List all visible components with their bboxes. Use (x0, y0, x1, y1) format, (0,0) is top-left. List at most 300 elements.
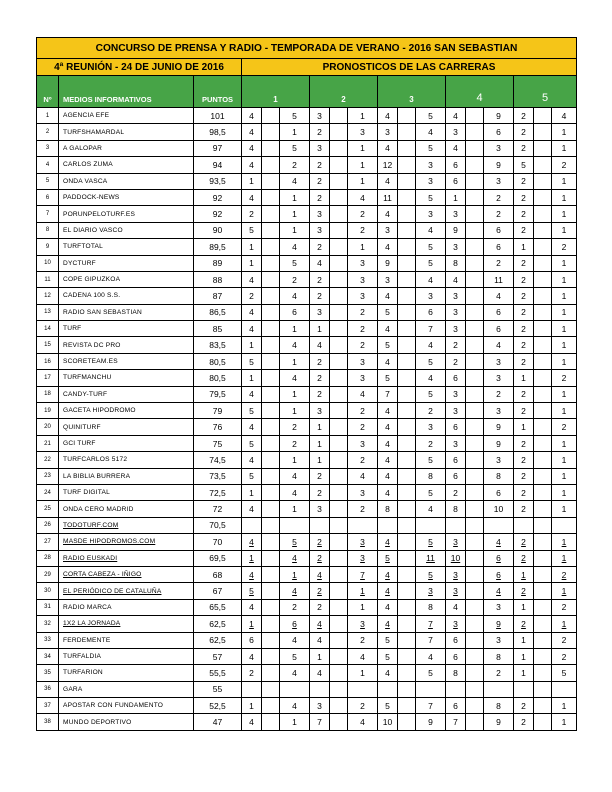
pick-value: 2 (310, 124, 330, 140)
pick-value: 1 (552, 173, 577, 189)
pick-value: 4 (378, 566, 398, 582)
pick-value: 4 (378, 288, 398, 304)
pick-value: 9 (484, 108, 514, 124)
pick-value: 2 (280, 435, 310, 451)
row-number: 22 (37, 452, 59, 468)
pick-value: 6 (446, 698, 466, 714)
pick-value: 3 (348, 255, 378, 271)
pick-value: 3 (378, 222, 398, 238)
points-value: 47 (194, 714, 242, 730)
pick-spacer (398, 108, 416, 124)
pick-spacer (466, 468, 484, 484)
pick-spacer (330, 222, 348, 238)
media-name: CARLOS ZUMA (59, 157, 194, 173)
media-name: TURFARION (59, 665, 194, 681)
row-number: 12 (37, 288, 59, 304)
row-number: 9 (37, 239, 59, 255)
pick-spacer (330, 534, 348, 550)
pick-spacer (262, 648, 280, 664)
table-row (37, 173, 577, 189)
pick-value: 4 (280, 370, 310, 386)
table-row (37, 566, 577, 582)
pick-value: 2 (310, 157, 330, 173)
pick-value: 4 (378, 206, 398, 222)
pick-spacer (398, 337, 416, 353)
row-number: 11 (37, 271, 59, 287)
pick-spacer (534, 534, 552, 550)
pick-value: 2 (310, 288, 330, 304)
table-row (37, 632, 577, 648)
pick-spacer (534, 616, 552, 632)
pick-value (310, 517, 330, 533)
pick-value: 2 (552, 419, 577, 435)
pick-value: 2 (514, 583, 534, 599)
pick-spacer (262, 173, 280, 189)
pick-value: 8 (446, 501, 466, 517)
pick-value: 2 (310, 370, 330, 386)
pick-spacer (262, 189, 280, 205)
pick-spacer (534, 239, 552, 255)
pick-value: 2 (348, 452, 378, 468)
pick-value: 4 (378, 534, 398, 550)
pick-value: 7 (378, 386, 398, 402)
pick-spacer (330, 648, 348, 664)
points-value: 92 (194, 189, 242, 205)
pick-spacer (466, 386, 484, 402)
media-name: GARA (59, 681, 194, 697)
table-row (37, 648, 577, 664)
pick-value: 4 (484, 337, 514, 353)
pick-spacer (262, 698, 280, 714)
pick-value: 5 (280, 648, 310, 664)
pick-value: 4 (416, 337, 446, 353)
pick-value: 3 (446, 239, 466, 255)
pick-spacer (262, 501, 280, 517)
pick-value: 5 (416, 140, 446, 156)
pick-value: 2 (348, 304, 378, 320)
points-value: 72,5 (194, 484, 242, 500)
pick-spacer (398, 124, 416, 140)
pick-value: 5 (242, 353, 262, 369)
pick-spacer (534, 452, 552, 468)
pick-value: 3 (484, 632, 514, 648)
media-name: TURFMANCHU (59, 370, 194, 386)
pick-value: 4 (446, 140, 466, 156)
pick-spacer (398, 304, 416, 320)
pick-value: 4 (348, 386, 378, 402)
pick-value: 2 (348, 403, 378, 419)
pick-spacer (398, 353, 416, 369)
pick-value: 2 (552, 566, 577, 582)
pick-value (484, 681, 514, 697)
pick-spacer (262, 140, 280, 156)
pick-spacer (398, 288, 416, 304)
pick-value: 5 (416, 452, 446, 468)
pick-value: 4 (310, 337, 330, 353)
pick-value (484, 517, 514, 533)
pick-spacer (262, 616, 280, 632)
pick-value: 3 (310, 304, 330, 320)
pick-value: 4 (378, 616, 398, 632)
pick-value: 4 (446, 599, 466, 615)
pick-spacer (330, 665, 348, 681)
pick-value: 4 (484, 288, 514, 304)
pick-spacer (534, 550, 552, 566)
pick-value: 5 (378, 370, 398, 386)
pick-value: 4 (378, 403, 398, 419)
pick-value: 6 (484, 239, 514, 255)
pick-value: 1 (552, 550, 577, 566)
points-value: 79 (194, 403, 242, 419)
pick-value: 7 (348, 566, 378, 582)
pick-value: 5 (416, 108, 446, 124)
pick-value: 3 (446, 403, 466, 419)
media-name: CANDY-TURF (59, 386, 194, 402)
pick-value: 4 (280, 288, 310, 304)
points-value: 88 (194, 271, 242, 287)
row-number: 27 (37, 534, 59, 550)
pick-value: 2 (514, 255, 534, 271)
media-name: RADIO SAN SEBASTIAN (59, 304, 194, 320)
pick-value: 6 (446, 452, 466, 468)
pick-value: 3 (416, 583, 446, 599)
row-number: 16 (37, 353, 59, 369)
pick-value: 9 (446, 222, 466, 238)
pick-value: 4 (416, 501, 446, 517)
pick-value: 3 (446, 304, 466, 320)
row-number: 20 (37, 419, 59, 435)
pick-value: 4 (280, 583, 310, 599)
media-name: TURFCARLOS 5172 (59, 452, 194, 468)
pick-spacer (262, 370, 280, 386)
table-row (37, 271, 577, 287)
pick-value: 4 (242, 157, 262, 173)
pick-spacer (262, 108, 280, 124)
pick-value: 2 (552, 599, 577, 615)
pick-value: 1 (348, 599, 378, 615)
pick-value: 9 (378, 255, 398, 271)
pick-value: 5 (242, 435, 262, 451)
pick-spacer (330, 632, 348, 648)
pick-value: 3 (446, 206, 466, 222)
pick-value: 5 (416, 353, 446, 369)
pick-spacer (398, 665, 416, 681)
points-value: 62,5 (194, 632, 242, 648)
pick-value (242, 517, 262, 533)
pick-spacer (398, 157, 416, 173)
pick-spacer (466, 517, 484, 533)
pick-value: 1 (552, 534, 577, 550)
pick-value: 2 (514, 452, 534, 468)
pick-spacer (262, 288, 280, 304)
points-value: 70 (194, 534, 242, 550)
pick-value: 9 (484, 419, 514, 435)
pick-value: 10 (446, 550, 466, 566)
table-row (37, 288, 577, 304)
race-4-header: 4 (446, 76, 514, 108)
points-value: 69,5 (194, 550, 242, 566)
pick-value: 4 (242, 452, 262, 468)
pick-value: 3 (310, 222, 330, 238)
pick-value: 3 (348, 271, 378, 287)
table-row (37, 517, 577, 533)
pick-spacer (466, 337, 484, 353)
pick-value: 2 (310, 484, 330, 500)
pick-value: 4 (242, 140, 262, 156)
pick-value: 7 (416, 616, 446, 632)
pick-spacer (330, 337, 348, 353)
pick-value: 3 (348, 124, 378, 140)
pick-value (242, 681, 262, 697)
pick-spacer (534, 698, 552, 714)
pick-value: 7 (416, 321, 446, 337)
pick-value: 2 (514, 337, 534, 353)
pick-value: 4 (280, 337, 310, 353)
pick-spacer (330, 616, 348, 632)
pick-value: 2 (514, 534, 534, 550)
pick-value: 2 (446, 353, 466, 369)
pick-value: 3 (310, 501, 330, 517)
pick-value: 1 (552, 468, 577, 484)
pick-spacer (330, 239, 348, 255)
points-value: 67 (194, 583, 242, 599)
race-1-header: 1 (242, 76, 310, 108)
pick-value: 4 (348, 648, 378, 664)
pick-value: 3 (484, 140, 514, 156)
row-number: 3 (37, 140, 59, 156)
pick-spacer (330, 255, 348, 271)
pick-spacer (398, 501, 416, 517)
pick-value: 1 (348, 583, 378, 599)
pick-value: 2 (484, 189, 514, 205)
row-number: 21 (37, 435, 59, 451)
pick-value (416, 517, 446, 533)
pick-value: 1 (280, 386, 310, 402)
row-number: 18 (37, 386, 59, 402)
pick-value: 5 (242, 583, 262, 599)
pick-spacer (262, 566, 280, 582)
pick-value: 1 (552, 255, 577, 271)
pick-spacer (330, 435, 348, 451)
pick-spacer (534, 108, 552, 124)
row-number: 33 (37, 632, 59, 648)
pick-value: 2 (310, 386, 330, 402)
pick-value (416, 681, 446, 697)
row-number: 29 (37, 566, 59, 582)
pick-spacer (466, 665, 484, 681)
pick-spacer (398, 517, 416, 533)
pick-value: 3 (378, 271, 398, 287)
pick-value: 8 (484, 698, 514, 714)
pick-spacer (330, 386, 348, 402)
pick-value: 2 (348, 632, 378, 648)
pick-value: 7 (446, 714, 466, 730)
pick-value: 2 (242, 206, 262, 222)
pick-value: 4 (242, 304, 262, 320)
pick-spacer (466, 157, 484, 173)
row-number: 7 (37, 206, 59, 222)
pick-value: 2 (514, 222, 534, 238)
pick-value: 7 (416, 632, 446, 648)
pick-value: 6 (484, 321, 514, 337)
pick-value: 4 (310, 665, 330, 681)
table-row (37, 452, 577, 468)
table-row (37, 206, 577, 222)
pick-spacer (398, 550, 416, 566)
media-name: FERDEMENTE (59, 632, 194, 648)
points-value: 89 (194, 255, 242, 271)
pick-spacer (466, 255, 484, 271)
table-row (37, 403, 577, 419)
media-name: AGENCIA EFE (59, 108, 194, 124)
pick-value: 11 (416, 550, 446, 566)
pick-spacer (534, 583, 552, 599)
pick-value: 4 (280, 173, 310, 189)
row-number: 19 (37, 403, 59, 419)
pick-value: 1 (514, 599, 534, 615)
pick-value: 2 (348, 337, 378, 353)
pick-spacer (398, 386, 416, 402)
pick-value: 6 (484, 484, 514, 500)
media-name: CORTA CABEZA - IÑIGO (59, 566, 194, 582)
pick-value: 4 (416, 124, 446, 140)
pick-value: 1 (280, 206, 310, 222)
pick-value: 2 (348, 222, 378, 238)
pick-value: 3 (446, 435, 466, 451)
pick-value (552, 517, 577, 533)
table-row (37, 140, 577, 156)
row-number: 37 (37, 698, 59, 714)
pick-value: 4 (242, 108, 262, 124)
pick-value: 3 (378, 124, 398, 140)
pick-spacer (466, 484, 484, 500)
pick-spacer (534, 566, 552, 582)
pick-spacer (330, 189, 348, 205)
pick-spacer (466, 599, 484, 615)
points-value: 86,5 (194, 304, 242, 320)
pick-value: 1 (552, 698, 577, 714)
pick-value: 6 (446, 157, 466, 173)
pick-spacer (262, 517, 280, 533)
pick-value: 2 (280, 599, 310, 615)
pick-spacer (398, 681, 416, 697)
pick-value (378, 517, 398, 533)
pick-value: 2 (514, 353, 534, 369)
pick-value: 4 (484, 534, 514, 550)
pick-spacer (262, 239, 280, 255)
pick-value: 1 (242, 550, 262, 566)
row-number: 8 (37, 222, 59, 238)
row-number: 2 (37, 124, 59, 140)
pick-value: 6 (484, 550, 514, 566)
pick-value: 5 (416, 255, 446, 271)
pick-value: 1 (242, 337, 262, 353)
pick-value: 1 (552, 140, 577, 156)
pick-value: 4 (348, 468, 378, 484)
pick-spacer (330, 566, 348, 582)
media-name: PORUNPELOTURF.ES (59, 206, 194, 222)
pick-value: 1 (280, 353, 310, 369)
pick-value: 5 (242, 468, 262, 484)
pick-value: 4 (378, 353, 398, 369)
pick-value: 1 (514, 239, 534, 255)
pick-spacer (398, 698, 416, 714)
pick-spacer (398, 566, 416, 582)
pick-value: 5 (378, 632, 398, 648)
pick-spacer (262, 386, 280, 402)
pick-value: 1 (552, 501, 577, 517)
pick-value: 4 (242, 189, 262, 205)
points-value: 55,5 (194, 665, 242, 681)
pick-value: 2 (514, 550, 534, 566)
pick-value: 3 (416, 157, 446, 173)
pick-value: 5 (378, 337, 398, 353)
pick-spacer (330, 599, 348, 615)
pick-value: 1 (348, 157, 378, 173)
table-row (37, 501, 577, 517)
pick-value: 2 (310, 271, 330, 287)
pick-value: 8 (416, 468, 446, 484)
pick-value: 9 (484, 157, 514, 173)
pick-value: 1 (280, 452, 310, 468)
pick-value: 9 (484, 616, 514, 632)
pick-spacer (262, 337, 280, 353)
pick-value: 4 (378, 665, 398, 681)
pick-spacer (330, 403, 348, 419)
media-name: TURF (59, 321, 194, 337)
pick-value: 7 (310, 714, 330, 730)
pick-spacer (262, 222, 280, 238)
table-row (37, 353, 577, 369)
pick-spacer (466, 681, 484, 697)
pick-spacer (534, 222, 552, 238)
pick-value: 6 (484, 124, 514, 140)
pick-spacer (466, 714, 484, 730)
points-value: 85 (194, 321, 242, 337)
pick-value: 2 (514, 304, 534, 320)
pick-value: 3 (446, 288, 466, 304)
pick-value: 6 (446, 468, 466, 484)
pick-value (280, 681, 310, 697)
pick-value: 1 (552, 484, 577, 500)
pick-spacer (534, 124, 552, 140)
pick-value: 3 (310, 206, 330, 222)
pick-value: 5 (416, 484, 446, 500)
pick-spacer (466, 616, 484, 632)
pick-spacer (466, 271, 484, 287)
pick-spacer (262, 206, 280, 222)
row-number: 25 (37, 501, 59, 517)
pick-value: 1 (552, 189, 577, 205)
media-name: TURFSHAMARDAL (59, 124, 194, 140)
points-value: 62,5 (194, 616, 242, 632)
pick-value: 1 (348, 140, 378, 156)
row-number: 34 (37, 648, 59, 664)
pick-value: 4 (242, 534, 262, 550)
points-value: 90 (194, 222, 242, 238)
pick-spacer (262, 304, 280, 320)
pick-spacer (466, 206, 484, 222)
points-value: 57 (194, 648, 242, 664)
pick-spacer (534, 599, 552, 615)
media-name: PADDOCK-NEWS (59, 189, 194, 205)
pick-value: 5 (280, 140, 310, 156)
pick-value: 5 (378, 648, 398, 664)
media-name: COPE GIPUZKOA (59, 271, 194, 287)
pick-value: 4 (446, 271, 466, 287)
pick-value: 6 (280, 304, 310, 320)
pick-value (514, 681, 534, 697)
